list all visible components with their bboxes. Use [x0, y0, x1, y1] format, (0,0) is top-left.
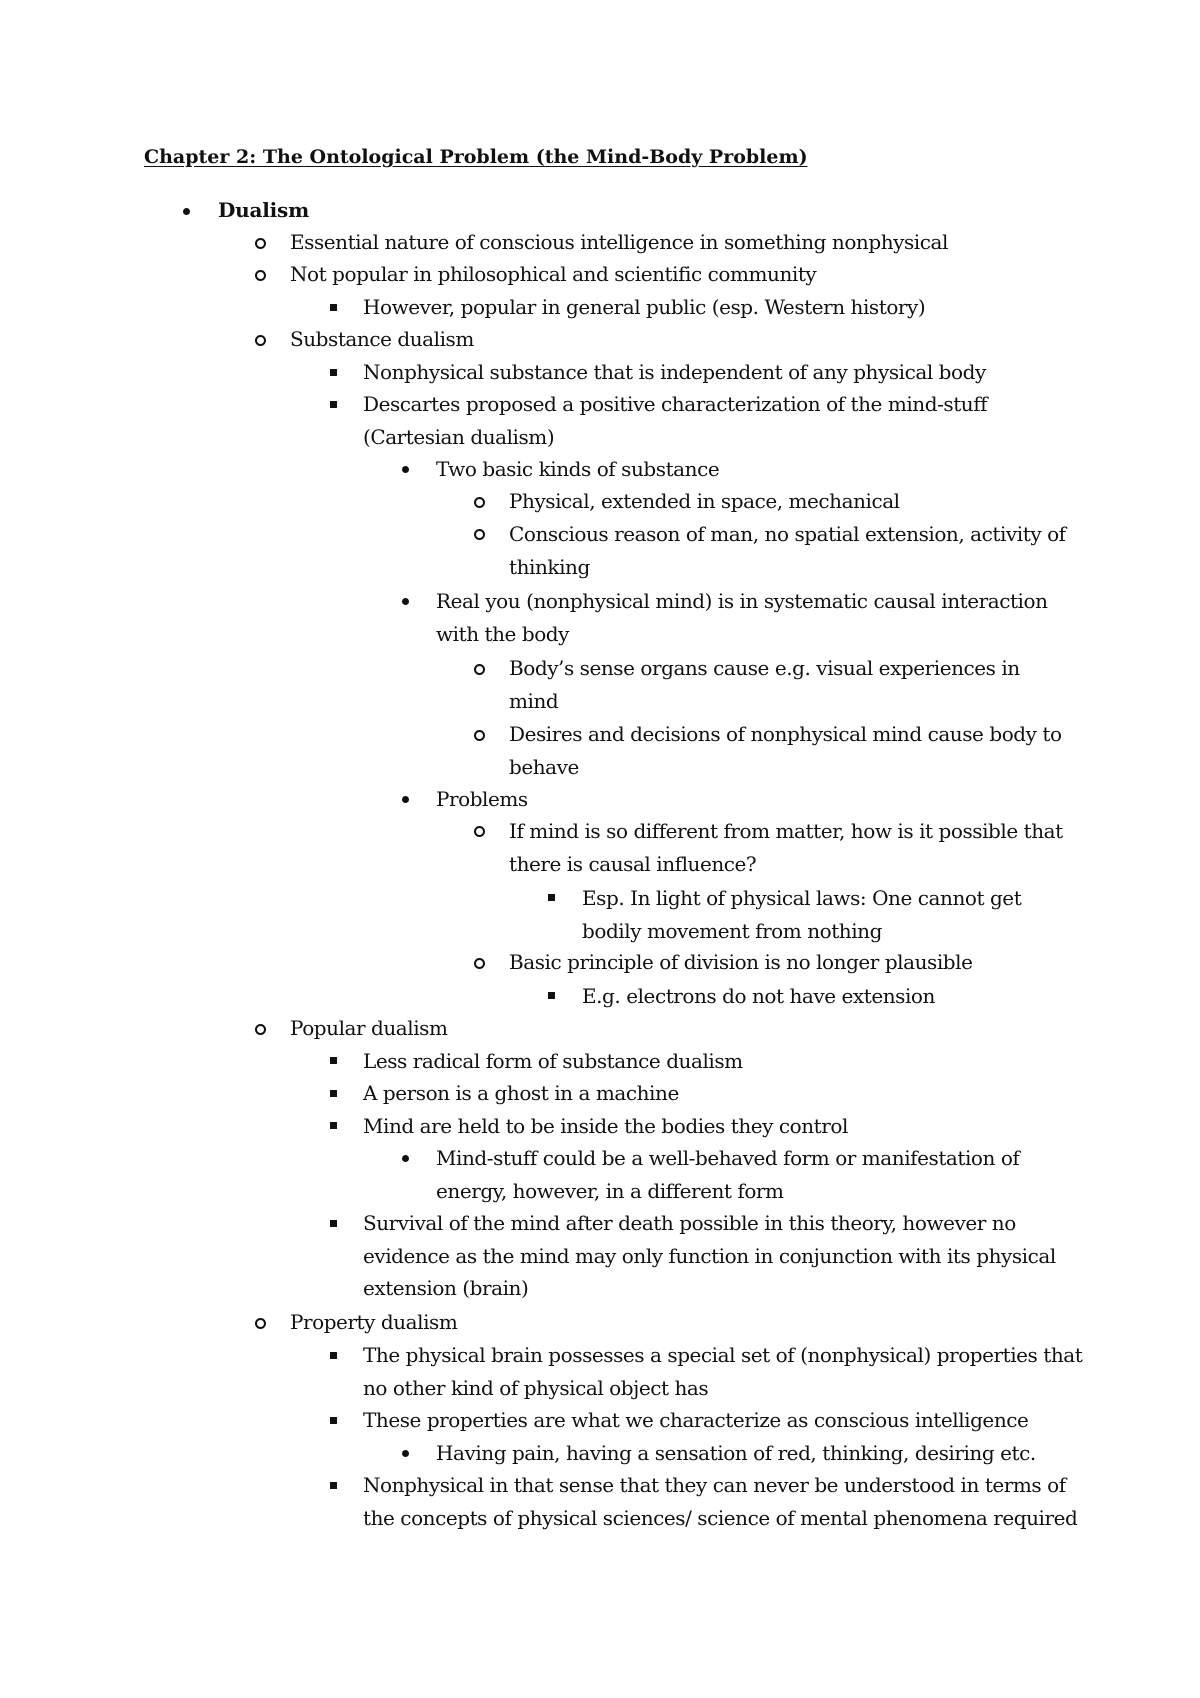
- list-item: Conscious reason of man, no spatial extension, activity of thinking: [509, 522, 1066, 579]
- list-item: Esp. In light of physical laws: One cannot get bodily movement from nothing: [582, 886, 1022, 943]
- list-item: Desires and decisions of nonphysical mind cause body to behave: [509, 722, 1062, 779]
- bullet-circle-icon: [474, 826, 485, 837]
- list-item: Mind are held to be inside the bodies they control: [363, 1114, 848, 1138]
- bullet-circle-icon: [474, 664, 485, 675]
- bullet-disc-icon: [402, 466, 409, 473]
- list-item: Mind-stuff could be a well-behaved form or manifestation of energy, however, in a different form: [436, 1146, 1020, 1203]
- bullet-square-icon: [548, 894, 555, 901]
- list-item: Substance dualism: [290, 327, 474, 351]
- list-item: If mind is so different from matter, how is it possible that there is causal influence?: [509, 819, 1063, 876]
- bullet-disc-icon: [183, 208, 190, 215]
- list-item: Less radical form of substance dualism: [363, 1049, 743, 1073]
- bullet-circle-icon: [255, 335, 266, 346]
- bullet-circle-icon: [255, 270, 266, 281]
- list-item: Dualism: [218, 198, 310, 222]
- bullet-circle-icon: [474, 958, 485, 969]
- bullet-square-icon: [330, 369, 337, 376]
- bullet-circle-icon: [474, 730, 485, 741]
- list-item: Basic principle of division is no longer plausible: [509, 950, 973, 974]
- bullet-square-icon: [330, 1220, 337, 1227]
- list-item: E.g. electrons do not have extension: [582, 984, 935, 1008]
- list-item: Descartes proposed a positive characterization of the mind-stuff (Cartesian dualism): [363, 392, 988, 449]
- list-item: A person is a ghost in a machine: [363, 1081, 679, 1105]
- list-item: Real you (nonphysical mind) is in systematic causal interaction with the body: [436, 589, 1048, 646]
- list-item: Survival of the mind after death possible in this theory, however no evidence as the mind may only function in conjunction with its physical extension (brain): [363, 1211, 1056, 1300]
- bullet-square-icon: [330, 1352, 337, 1359]
- list-item: Property dualism: [290, 1310, 458, 1334]
- chapter-title: Chapter 2: The Ontological Problem (the Mind-Body Problem): [144, 146, 808, 168]
- list-item: Two basic kinds of substance: [436, 457, 720, 481]
- list-item: Nonphysical in that sense that they can never be understood in terms of the concepts of physical sciences/ science of mental phenomena required: [363, 1473, 1078, 1530]
- bullet-square-icon: [330, 1122, 337, 1129]
- list-item: Popular dualism: [290, 1016, 448, 1040]
- bullet-square-icon: [330, 1482, 337, 1489]
- list-item: Having pain, having a sensation of red, thinking, desiring etc.: [436, 1441, 1036, 1465]
- list-item: Body’s sense organs cause e.g. visual experiences in mind: [509, 656, 1020, 713]
- bullet-disc-icon: [402, 796, 409, 803]
- bullet-square-icon: [330, 1417, 337, 1424]
- bullet-circle-icon: [474, 529, 485, 540]
- list-item: Nonphysical substance that is independent of any physical body: [363, 360, 986, 384]
- bullet-circle-icon: [255, 238, 266, 249]
- bullet-square-icon: [548, 992, 555, 999]
- list-item: Not popular in philosophical and scientific community: [290, 262, 817, 286]
- list-item: The physical brain possesses a special set of (nonphysical) properties that no other kind of physical object has: [363, 1343, 1083, 1400]
- bullet-circle-icon: [255, 1318, 266, 1329]
- list-item: Problems: [436, 787, 528, 811]
- list-item: Essential nature of conscious intelligence in something nonphysical: [290, 230, 948, 254]
- bullet-square-icon: [330, 1090, 337, 1097]
- bullet-square-icon: [330, 304, 337, 311]
- bullet-circle-icon: [255, 1024, 266, 1035]
- bullet-square-icon: [330, 401, 337, 408]
- bullet-circle-icon: [474, 497, 485, 508]
- bullet-disc-icon: [402, 1155, 409, 1162]
- bullet-square-icon: [330, 1057, 337, 1064]
- bullet-disc-icon: [402, 1450, 409, 1457]
- list-item: However, popular in general public (esp. Western history): [363, 295, 926, 319]
- list-item: Physical, extended in space, mechanical: [509, 489, 900, 513]
- list-item: These properties are what we characterize as conscious intelligence: [363, 1408, 1029, 1432]
- bullet-disc-icon: [402, 598, 409, 605]
